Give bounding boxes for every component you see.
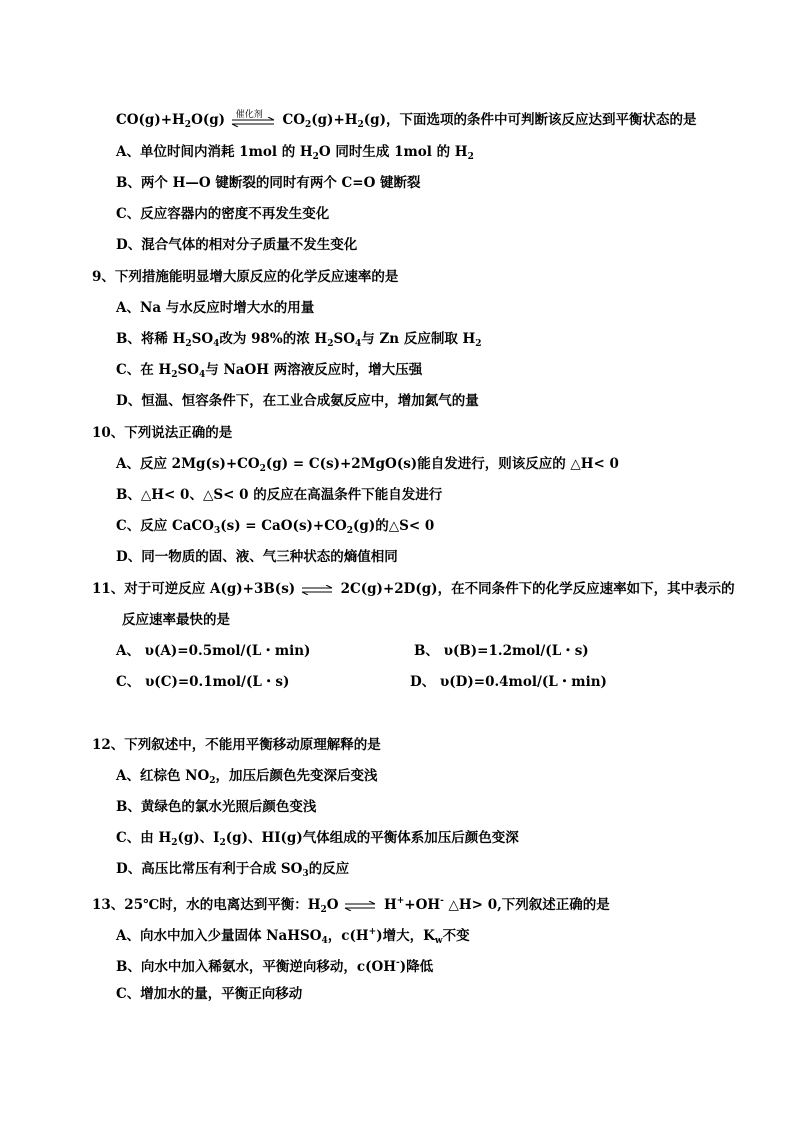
- q11-option-c: C、 υ(C)=0.1mol/(L・s): [116, 674, 290, 690]
- q12-option-d: D、高压比常压有利于合成 $SO_3$的反应: [116, 861, 350, 879]
- q10-option-a: A、反应 $2Mg(s)+CO_2(g) = C(s)+2MgO(s)$能自发进行，则该反应的 △H< 0: [116, 456, 619, 474]
- q8-option-c: C、反应容器内的密度不再发生变化: [116, 206, 330, 222]
- q13-option-c: C、增加水的量，平衡正向移动: [116, 986, 303, 1002]
- equilibrium-arrow-icon: [300, 585, 336, 595]
- q8-stem: $CO(g)+H_2O(g)$ 催化剂 $CO_2(g)+H_2(g)$，下面选项的条件中可判断该反应达到平衡状态的是: [116, 110, 697, 135]
- q12-stem: 12、下列叙述中，不能用平衡移动原理解释的是: [92, 737, 381, 753]
- q11-option-b: B、 υ(B)=1.2mol/(L・s): [414, 643, 589, 659]
- catalyst-label: 催化剂: [235, 109, 263, 120]
- q9-option-c: C、在 $H_2SO_4$与 NaOH 两溶液反应时，增大压强: [116, 362, 423, 380]
- q9-option-a: A、Na 与水反应时增大水的用量: [116, 300, 315, 316]
- q10-option-c: C、反应 CaCO$_3$(s) = $CaO(s)+CO_2(g)$的△S< 0: [116, 518, 435, 536]
- q12-option-b: B、黄绿色的氯水光照后颜色变浅: [116, 799, 317, 815]
- equilibrium-arrow-icon: [343, 901, 379, 911]
- q9-option-b: B、将稀 $H_2SO_4$改为 98%的浓 $H_2SO_4$与 Zn 反应制取 $H_2$: [116, 331, 482, 349]
- q10-stem: 10、下列说法正确的是: [92, 425, 233, 441]
- q13-option-a: A、向水中加入少量固体 NaHSO$_4$，c(H+)增大，$K_w$不变: [116, 927, 470, 946]
- catalyst-eq-arrow: [230, 111, 278, 131]
- q11-option-a: A、 υ(A)=0.5mol/(L・min): [116, 643, 311, 659]
- q11-option-d: D、 υ(D)=0.4mol/(L・min): [410, 674, 607, 690]
- q10-option-d: D、同一物质的固、液、气三种状态的熵值相同: [116, 549, 398, 565]
- q8-option-b: B、两个 H—O 键断裂的同时有两个 C=O 键断裂: [116, 175, 421, 191]
- q12-option-a: A、红棕色 $NO_2$，加压后颜色先变深后变浅: [116, 768, 378, 786]
- q11-stem-line2: 反应速率最快的是: [122, 612, 230, 628]
- q8-option-d: D、混合气体的相对分子质量不发生变化: [116, 237, 358, 253]
- q9-stem: 9、下列措施能明显增大原反应的化学反应速率的是: [92, 269, 399, 285]
- q8-option-a: A、单位时间内消耗 1mol 的 $H_2O$ 同时生成 1mol 的 $H_2$: [116, 144, 474, 162]
- q10-option-b: B、△H< 0、△S< 0 的反应在高温条件下能自发进行: [116, 487, 443, 503]
- q13-option-b: B、向水中加入稀氨水，平衡逆向移动，c(OH-)降低: [116, 958, 434, 975]
- q12-option-c: C、由 $H_2(g)$、$I_2(g)$、HI(g)气体组成的平衡体系加压后颜色变深: [116, 830, 519, 848]
- q11-stem: 11、对于可逆反应 A(g)+3B(s) 2C(g)+2D(g)，在不同条件下的化学反应速率如下，其中表示的: [92, 581, 735, 597]
- q9-option-d: D、恒温、恒容条件下，在工业合成氨反应中，增加氮气的量: [116, 393, 479, 409]
- q13-stem: 13、25℃时，水的电离达到平衡：$H_2O$ H++OH- △H> 0,下列叙述正确的是: [92, 896, 610, 915]
